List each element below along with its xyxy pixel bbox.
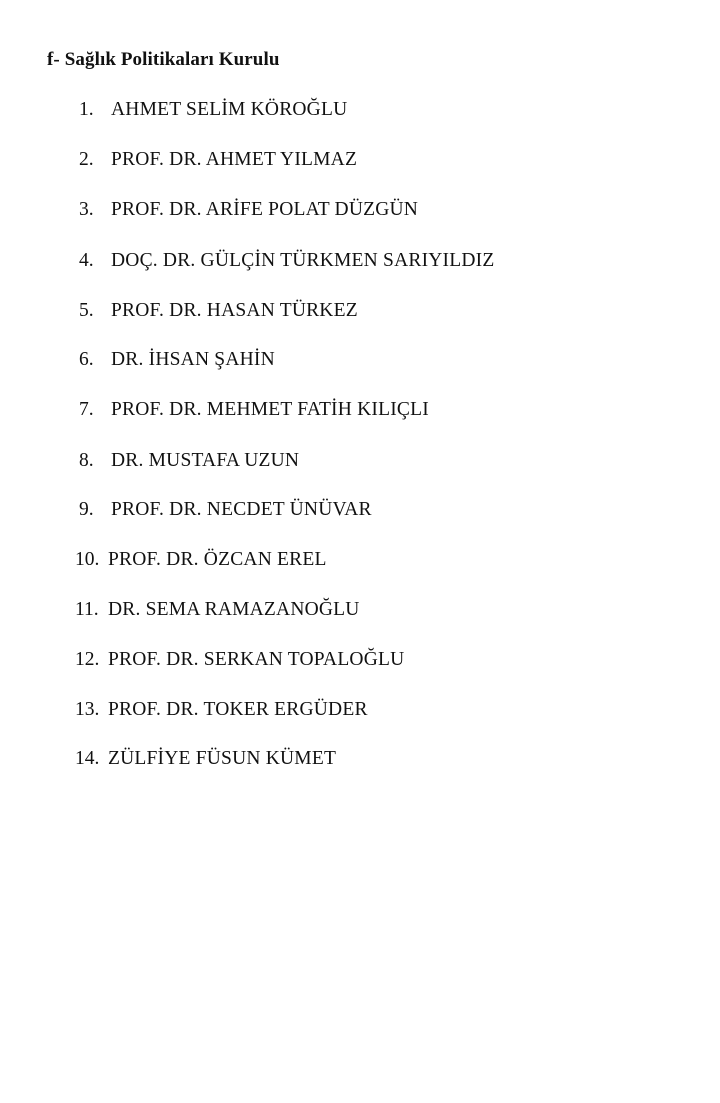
list-item-name: ZÜLFİYE FÜSUN KÜMET	[108, 748, 337, 769]
list-item-number: 14.	[75, 748, 100, 769]
list-item-name: PROF. DR. ÖZCAN EREL	[108, 549, 327, 570]
list-item-name: PROF. DR. AHMET YILMAZ	[111, 149, 358, 170]
list-item-number: 10.	[75, 549, 100, 570]
list-item-name: PROF. DR. SERKAN TOPALOĞLU	[108, 649, 405, 670]
list-item-number: 9.	[79, 499, 94, 520]
list-item-name: DR. SEMA RAMAZANOĞLU	[108, 599, 360, 620]
list-item-name: DR. İHSAN ŞAHİN	[111, 349, 275, 370]
list-item-name: DOÇ. DR. GÜLÇİN TÜRKMEN SARIYILDIZ	[111, 250, 495, 271]
list-item-name: PROF. DR. TOKER ERGÜDER	[108, 699, 368, 720]
list-item-name: DR. MUSTAFA UZUN	[111, 450, 300, 471]
list-item-number: 1.	[79, 99, 94, 120]
list-item-name: PROF. DR. NECDET ÜNÜVAR	[111, 499, 372, 520]
list-item-number: 8.	[79, 450, 94, 471]
list-item-number: 6.	[79, 349, 94, 370]
list-item-number: 2.	[79, 149, 94, 170]
list-item-number: 7.	[79, 399, 94, 420]
list-item-name: PROF. DR. ARİFE POLAT DÜZGÜN	[111, 199, 419, 220]
list-item-name: AHMET SELİM KÖROĞLU	[111, 99, 348, 120]
list-item-number: 12.	[75, 649, 100, 670]
list-item-number: 3.	[79, 199, 94, 220]
list-item-number: 11.	[75, 599, 99, 620]
section-heading: f- Sağlık Politikaları Kurulu	[47, 49, 280, 70]
list-item-name: PROF. DR. MEHMET FATİH KILIÇLI	[111, 399, 429, 420]
list-item-name: PROF. DR. HASAN TÜRKEZ	[111, 300, 358, 321]
list-item-number: 4.	[79, 250, 94, 271]
list-item-number: 13.	[75, 699, 100, 720]
list-item-number: 5.	[79, 300, 94, 321]
